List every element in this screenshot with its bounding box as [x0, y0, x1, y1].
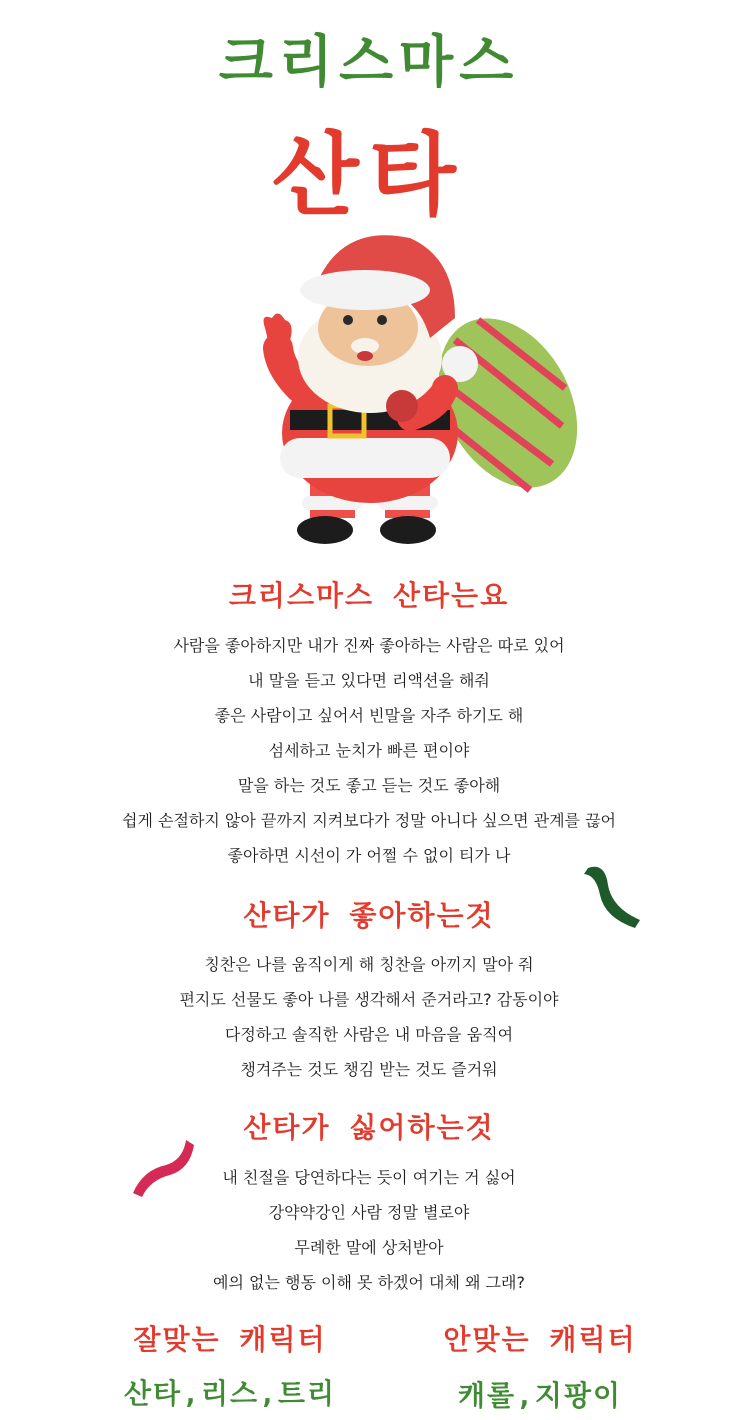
good-match-label: 잘맞는 캐릭터	[133, 1323, 327, 1356]
good-match-value: 산타,리스,트리	[123, 1377, 336, 1410]
section2-heading: 산타가 좋아하는것	[243, 899, 495, 932]
santa-illustration	[240, 228, 590, 548]
title-main: 산타	[272, 123, 466, 228]
section1-line-1: 사람을 좋아하지만 내가 진짜 좋아하는 사람은 따로 있어	[173, 636, 565, 655]
bad-match-value: 캐롤,지팡이	[457, 1379, 623, 1412]
section3-heading: 산타가 싫어하는것	[243, 1111, 495, 1144]
section2-line-4: 챙겨주는 것도 챙김 받는 것도 즐거워	[240, 1060, 498, 1079]
section2-line-3: 다정하고 솔직한 사람은 내 마음을 움직여	[224, 1025, 514, 1044]
section2-line-2: 편지도 선물도 좋아 나를 생각해서 준거라고? 감동이야	[179, 990, 559, 1009]
section1-line-6: 쉽게 손절하지 않아 끝까지 지켜보다가 정말 아니다 싶으면 관계를 끊어	[122, 811, 616, 830]
section1-line-7: 좋아하면 시선이 가 어쩔 수 없이 티가 나	[227, 846, 511, 865]
title-top: 크리스마스	[218, 30, 520, 95]
section3-line-1: 내 친절을 당연하다는 듯이 여기는 거 싫어	[222, 1168, 516, 1187]
section1-line-2: 내 말을 듣고 있다면 리액션을 해줘	[248, 671, 490, 690]
section2-line-1: 칭찬은 나를 움직이게 해 칭찬을 아끼지 말아 줘	[204, 955, 534, 974]
section1-line-4: 섬세하고 눈치가 빠른 편이야	[268, 741, 470, 760]
section1-line-5: 말을 하는 것도 좋고 듣는 것도 좋아해	[237, 776, 501, 795]
section3-line-2: 강약약강인 사람 정말 별로야	[268, 1203, 470, 1222]
section1-line-3: 좋은 사람이고 싶어서 빈말을 자주 하기도 해	[214, 706, 524, 725]
section1-heading: 크리스마스 산타는요	[228, 579, 510, 612]
section3-line-4: 예의 없는 행동 이해 못 하겠어 대체 왜 그래?	[213, 1273, 525, 1292]
bad-match-label: 안맞는 캐릭터	[443, 1323, 637, 1356]
section3-line-3: 무례한 말에 상처받아	[294, 1238, 444, 1257]
